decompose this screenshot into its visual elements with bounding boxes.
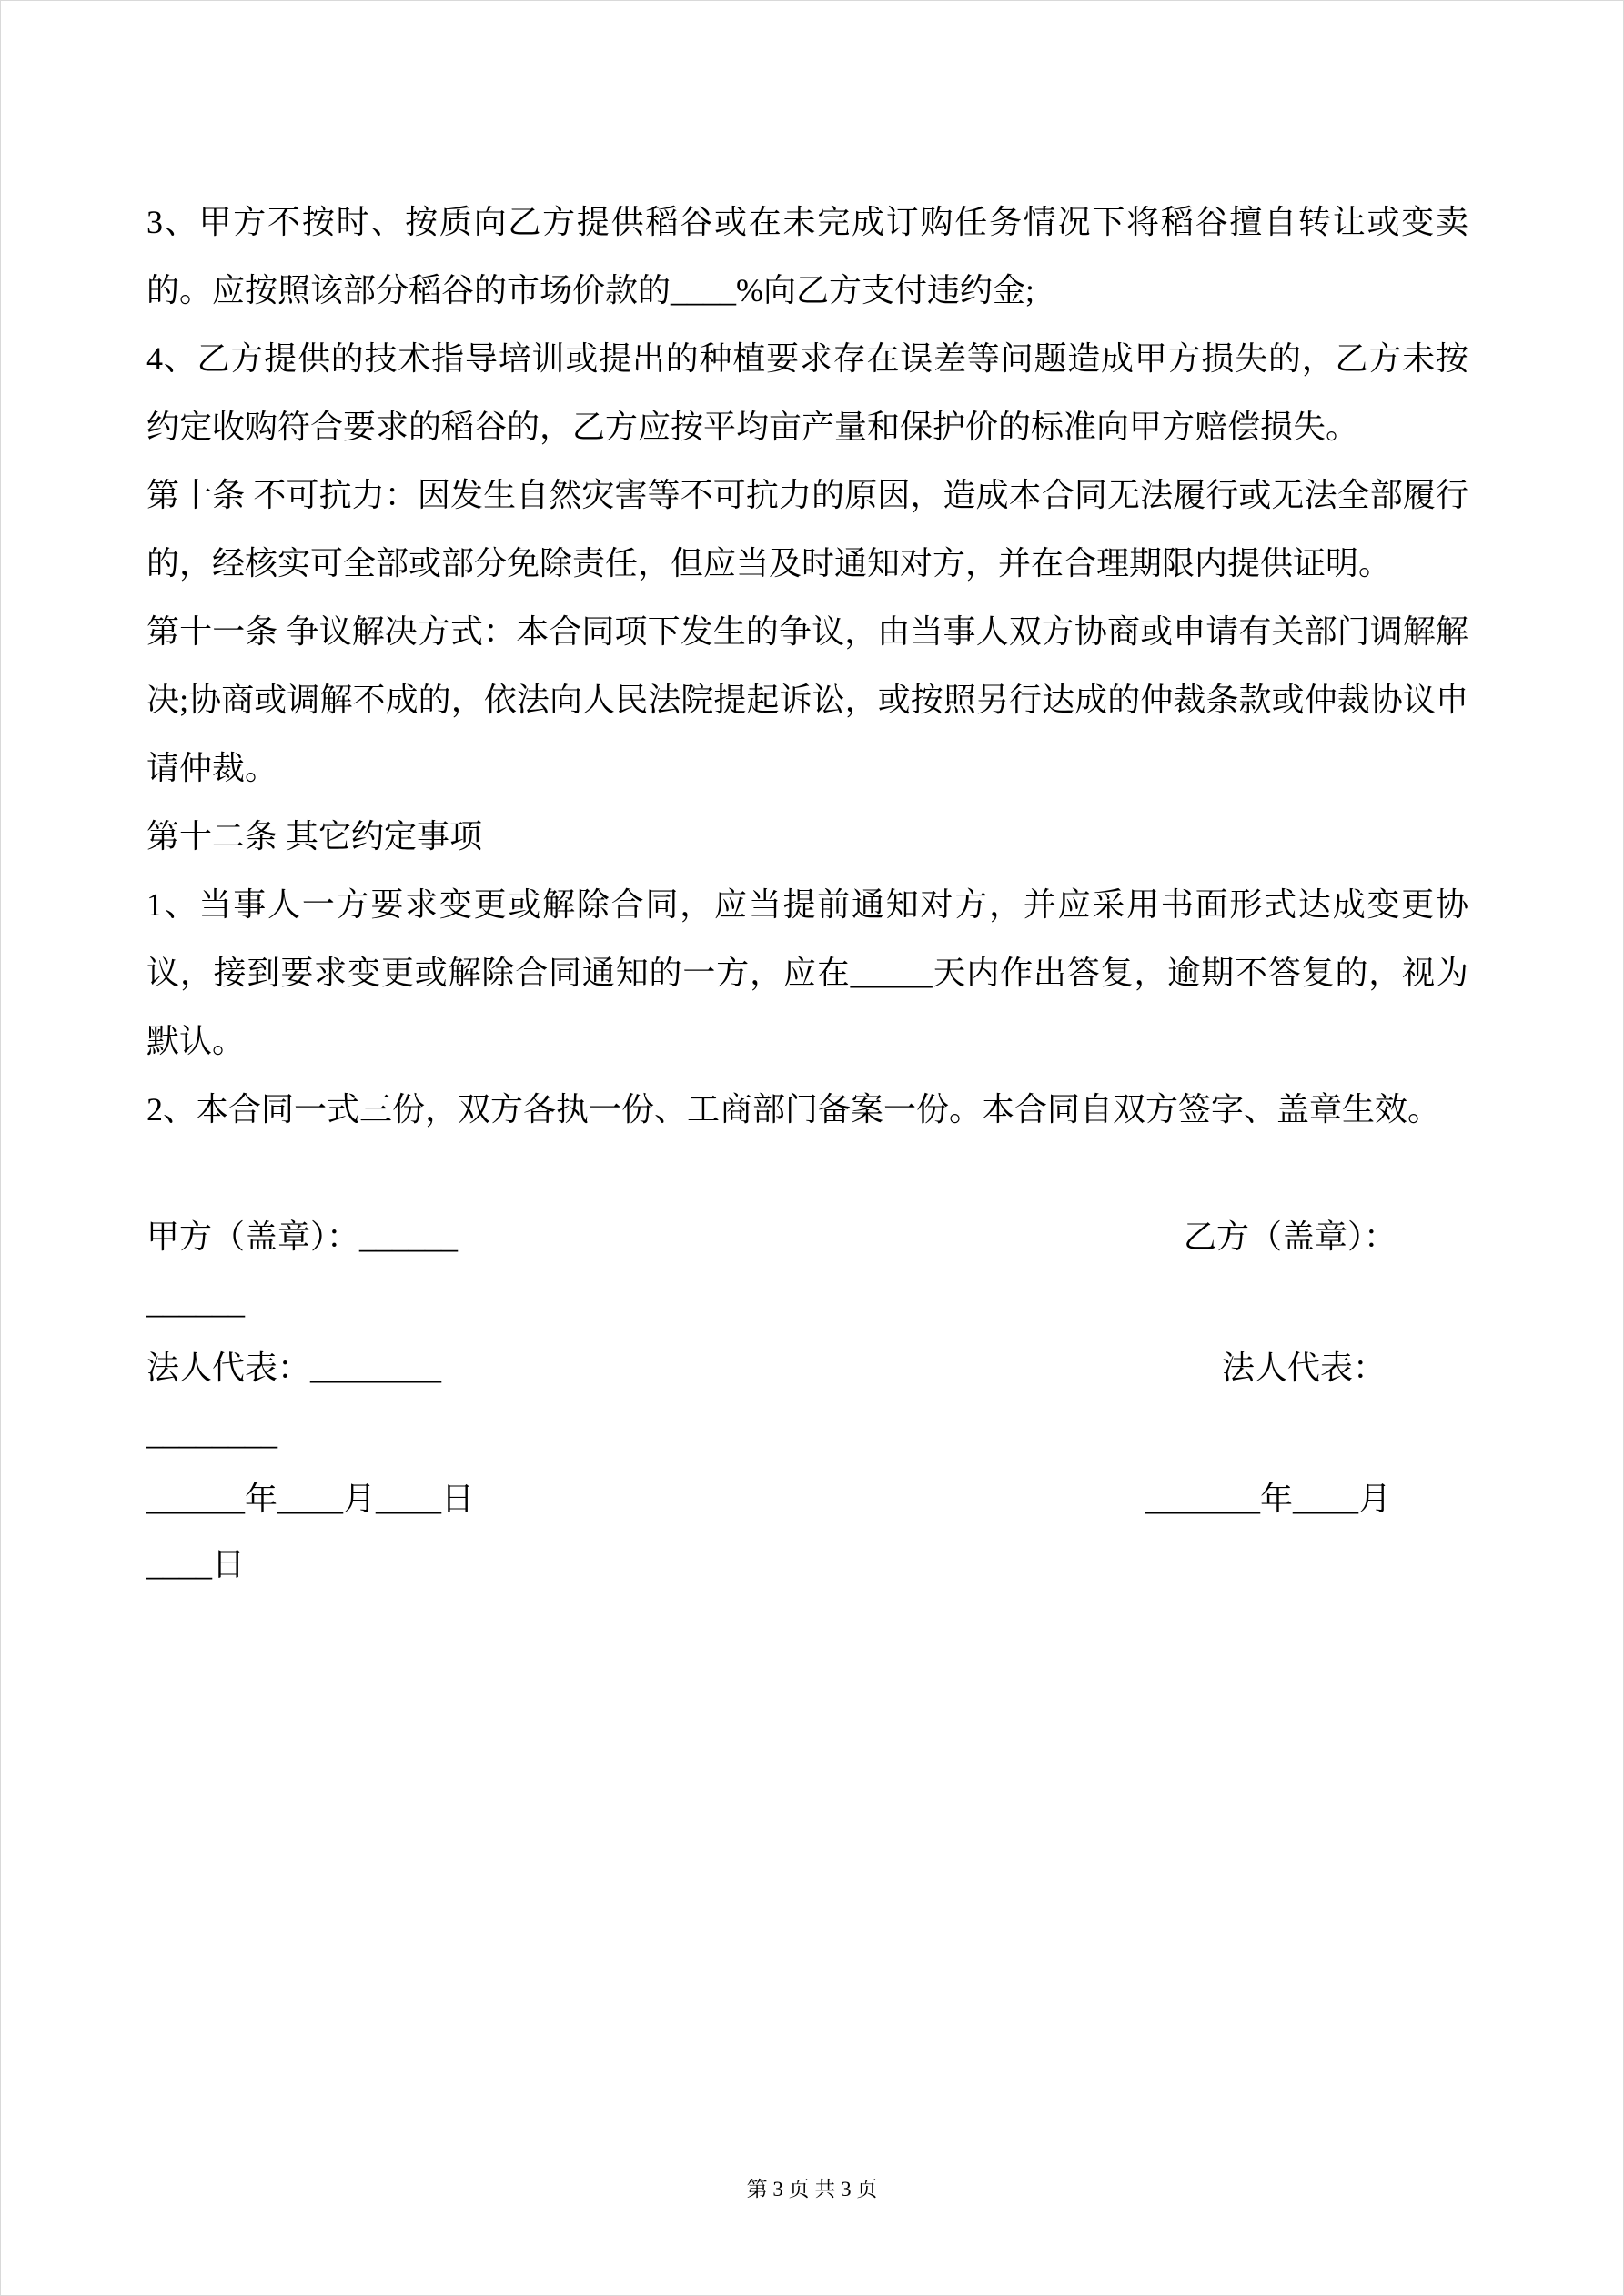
- party-a-seal-line: 甲方（盖章）：______: [146, 1219, 459, 1255]
- contract-paragraph-4: 4、乙方提供的技术指导培训或提出的种植要求存在误差等问题造成甲方损失的，乙方未按约定收购符合要求的稻谷的，乙方应按平均亩产量和保护价的标准向甲方赔偿损失。: [146, 340, 1468, 445]
- contract-clause-12: 第十二条 其它约定事项: [146, 818, 483, 855]
- contract-clause-12-item-1: 1、当事人一方要求变更或解除合同，应当提前通知对方，并应采用书面形式达成变更协议，接到要求变更或解除合同通知的一方，应在_____天内作出答复，逾期不答复的，视为默认。: [146, 886, 1468, 1059]
- party-b-date-line: _______年____月: [1145, 1481, 1392, 1517]
- party-b-representative-blank-line: ________: [146, 1415, 277, 1451]
- contract-clause-12-item-2: 2、本合同一式三份，双方各执一份、工商部门备案一份。本合同自双方签字、盖章生效。: [146, 1091, 1441, 1128]
- party-b-representative-line: 法人代表：: [1222, 1350, 1387, 1386]
- contract-clause-11: 第十一条 争议解决方式：本合同项下发生的争议，由当事人双方协商或申请有关部门调解解决;协商或调解不成的，依法向人民法院提起诉讼，或按照另行达成的仲裁条款或仲裁协议申请仲裁。: [146, 613, 1468, 786]
- contract-body: [146, 188, 1468, 1597]
- signature-row: [146, 1269, 1468, 1335]
- signature-row: [146, 1335, 1468, 1401]
- party-a-representative-line: 法人代表：________: [146, 1350, 442, 1386]
- signature-block: [146, 1204, 1468, 1597]
- page-number: 第 3 页 共 3 页: [746, 2178, 878, 2200]
- party-b-seal-blank-line: ______: [146, 1284, 245, 1320]
- party-b-seal-line: 乙方（盖章）：: [1184, 1219, 1397, 1255]
- signature-row: [146, 1532, 1468, 1597]
- signature-row: [146, 1401, 1468, 1466]
- party-a-date-line: ______年____月____日: [146, 1481, 474, 1517]
- contract-clause-10: 第十条 不可抗力：因发生自然灾害等不可抗力的原因，造成本合同无法履行或无法全部履行的，经核实可全部或部分免除责任，但应当及时通知对方，并在合理期限内提供证明。: [146, 477, 1468, 582]
- contract-paragraph-3: 3、甲方不按时、按质向乙方提供稻谷或在未完成订购任务情况下将稻谷擅自转让或变卖的。应按照该部分稻谷的市场价款的____%向乙方支付违约金;: [146, 204, 1468, 308]
- signature-row: [146, 1466, 1468, 1532]
- party-b-date-wrapped-line: ____日: [146, 1546, 246, 1583]
- signature-row: [146, 1204, 1468, 1269]
